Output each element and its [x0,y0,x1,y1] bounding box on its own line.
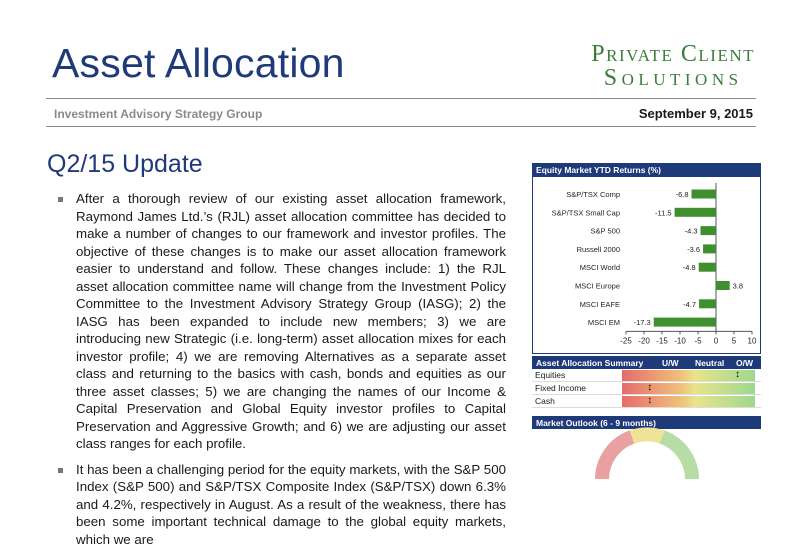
category-label: S&P/TSX Comp [566,190,620,199]
chart-title: Equity Market YTD Returns (%) [532,163,761,176]
category-label: MSCI Europe [574,281,620,291]
allocation-summary-rows [532,369,761,408]
x-tick-label: -20 [638,336,650,346]
x-tick-label: -15 [656,336,668,346]
bar [675,208,716,217]
allocation-marker-icon: ↕ [735,369,741,380]
data-label: -4.3 [684,226,698,236]
bar [699,299,716,308]
page-title: Asset Allocation [52,40,345,86]
allocation-marker-icon: ↕ [647,382,653,393]
data-label: -4.7 [683,299,697,309]
group-name: Investment Advisory Strategy Group [54,107,263,121]
data-label: -6.8 [675,190,689,199]
allocation-row [532,369,761,382]
returns-chart [532,176,761,354]
allocation-range-bar [622,383,755,394]
market-outlook-title: Market Outlook (6 - 9 months) [532,416,761,429]
bar [703,244,716,253]
x-tick-label: 10 [747,336,757,346]
allocation-row [532,395,761,408]
data-label: -17.3 [633,318,651,328]
bar [654,318,716,327]
x-tick-label: -10 [674,336,686,346]
brand-line-2: Solutions [603,65,743,91]
body-text [58,190,506,556]
allocation-summary-header [532,356,761,369]
paragraph-2 [58,461,506,549]
gauge-arc-red [602,437,632,479]
category-label: MSCI World [579,263,620,273]
category-label: MSCI EAFE [579,299,620,309]
x-tick-label: -5 [694,336,702,346]
category-label: MSCI EM [587,318,620,328]
gauge-arc-green [662,437,692,479]
data-label: -11.5 [655,208,672,218]
brand-line-1: Private Client [591,41,755,67]
data-label: -4.8 [682,263,696,273]
allocation-range-bar [622,396,755,407]
data-label: 3.8 [732,281,744,291]
bar [699,263,716,272]
data-label: -3.6 [687,244,701,254]
paragraph-2-text: It has been a challenging period for the equity markets, with the S&P 500 Index (S&P 500) and S&P/TSX Composite Index (S&P/TSX) down 6.3% and 4.2%, respectively in August. As a result of the weakness, there has been some important technical damage to the global equity markets, which we are [76,461,506,547]
category-label: S&P 500 [590,226,620,236]
col-uw: U/W [662,358,679,368]
category-label: Russell 2000 [576,244,620,254]
subheader-divider [46,126,756,127]
publish-date: September 9, 2015 [638,106,753,121]
header-divider [46,98,756,99]
paragraph-1-text: After a thorough review of our existing asset allocation framework, Raymond James Ltd.’s (RJL) asset allocation committee has decided to make a number of changes to our framework and investor profiles. The objective of these changes is to make our asset allocation framework easier to understand and follow. These changes include: 1) the RJL asset allocation committee name will change from the Investment Policy Committee to the Investment Advisory Strategy Group (IASG); 2) the IASG has been expanded to include new members; 3) we are introducing new Strategic (i.e. long-term) asset allocation mixes for each investor profile; 4) we are removing Alternatives as a separate asset class and returning to the basics with cash, bonds and equities as our three asset classes; 5) we are changing the names of our Income & Capital Preservation and Global Equity investor profiles to Capital Preservation and Aggressive Growth; and 6) we are adjusting our asset class ranges for each profile. [76,191,506,451]
allocation-marker-icon: ↕ [647,395,653,406]
x-tick-label: 5 [731,336,737,346]
paragraph-1 [58,190,506,453]
allocation-summary-title: Asset Allocation Summary [536,358,644,368]
col-neutral: Neutral [695,358,725,368]
allocation-row-label: Cash [535,396,555,406]
x-tick-label: -25 [620,336,632,346]
allocation-row-label: Equities [535,370,566,380]
returns-chart-svg [533,177,760,353]
bar [701,226,716,235]
outlook-gauge [532,429,761,459]
sidebar [532,163,761,459]
brand-logo [591,41,755,92]
gauge-arc-yellow [632,434,662,437]
category-label: S&P/TSX Small Cap [551,208,620,218]
x-tick-label: 0 [713,336,719,346]
allocation-row-label: Fixed Income [535,383,587,393]
col-ow: O/W [736,358,753,368]
bullet-icon [58,468,63,473]
bar [716,281,730,290]
outlook-gauge-svg [532,429,761,459]
bullet-icon [58,197,63,202]
section-title: Q2/15 Update [47,150,203,178]
bar [692,190,716,199]
allocation-row [532,382,761,395]
